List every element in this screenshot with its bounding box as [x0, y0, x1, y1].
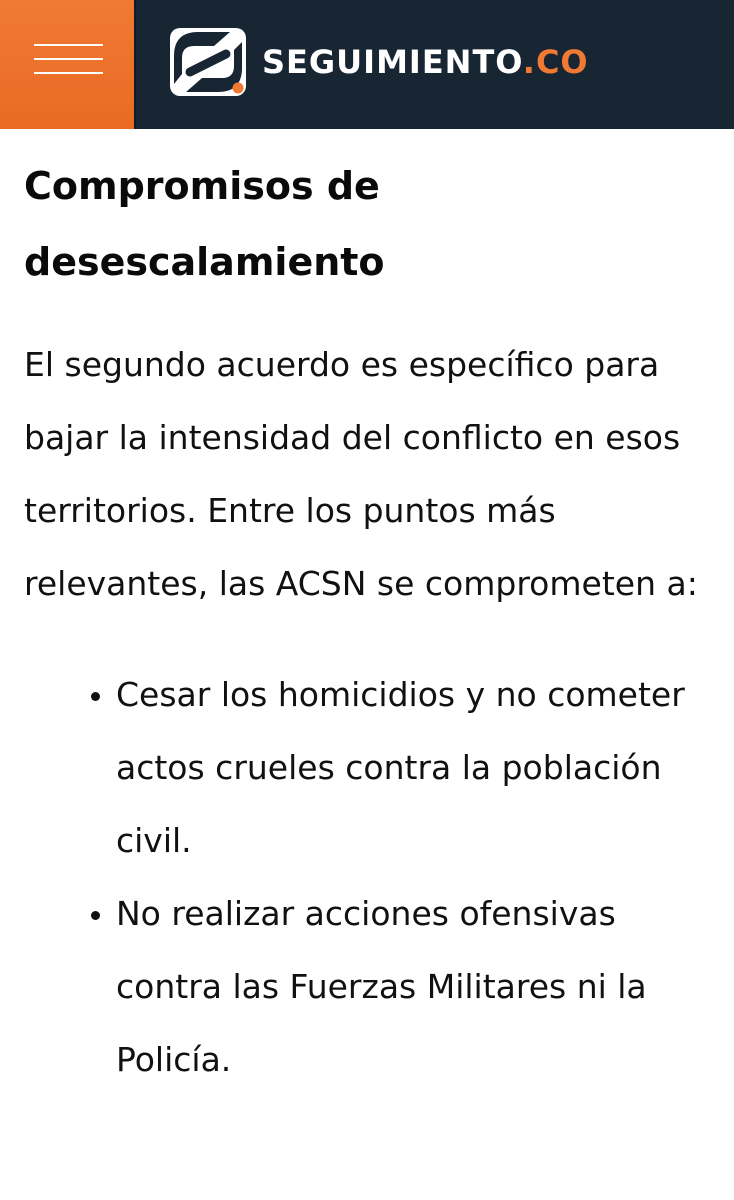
section-heading: Compromisos de desescalamiento [24, 164, 385, 284]
hamburger-menu-icon [34, 44, 103, 46]
hamburger-menu-icon [34, 72, 103, 74]
hamburger-menu-icon [34, 58, 103, 60]
site-logo[interactable] [168, 22, 589, 102]
site-name-main: SEGUIMIENTO [262, 43, 523, 81]
menu-button[interactable] [0, 0, 136, 129]
commitments-list [24, 658, 714, 1096]
site-header [0, 0, 734, 129]
article-body [24, 148, 714, 1096]
site-name-tld: .CO [522, 43, 589, 81]
list-item: • No realizar acciones ofensivas contra las Fuerzas Militares ni la Policía. [116, 877, 714, 1096]
seguimiento-s-logo-icon [168, 26, 248, 98]
article-paragraph: El segundo acuerdo es específico para bajar la intensidad del conflicto en esos territorios. Entre los puntos más relevantes, las ACSN se comprometen a: [24, 345, 698, 603]
list-item: • Cesar los homicidios y no cometer actos crueles contra la población civil. [116, 658, 714, 877]
site-name [262, 43, 589, 81]
